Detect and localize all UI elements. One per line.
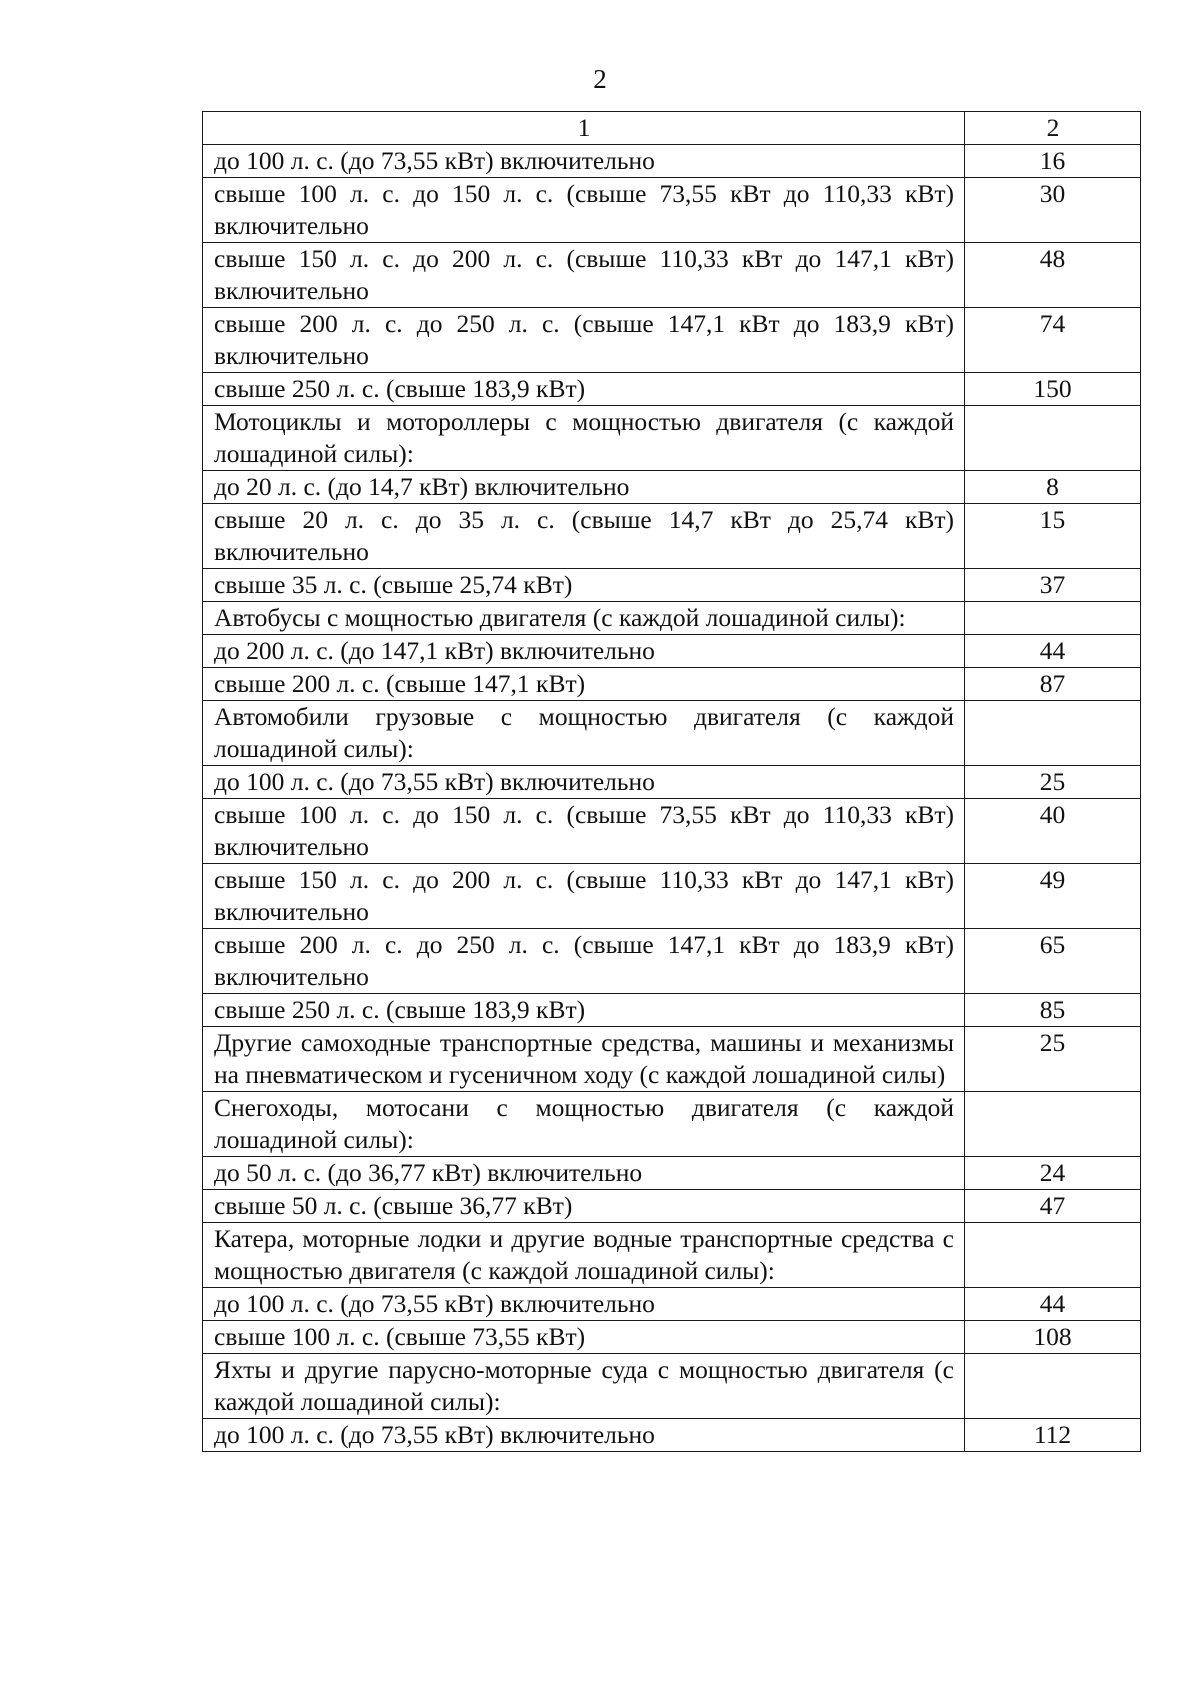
table-row [203,1321,1141,1354]
table-section-row [203,701,1141,766]
row-rate: 25 [965,1027,1141,1092]
table-row [203,178,1141,243]
row-rate: 8 [965,471,1141,504]
row-rate: 15 [965,504,1141,569]
row-rate: 44 [965,1288,1141,1321]
table-section-row [203,1354,1141,1419]
section-heading-yachts: Яхты и другие парусно-моторные суда с мощностью двигателя (с каждой лошадиной силы): [203,1354,965,1419]
section-heading-trucks: Автомобили грузовые с мощностью двигателя (с каждой лошадиной силы): [203,701,965,766]
row-rate: 25 [965,766,1141,799]
table-row [203,799,1141,864]
table-row [203,373,1141,406]
row-rate: 37 [965,569,1141,602]
row-description: свыше 100 л. с. до 150 л. с. (свыше 73,55 кВт до 110,33 кВт) включительно [203,178,965,243]
row-rate [965,1092,1141,1157]
row-rate: 65 [965,929,1141,994]
table-header-row [203,112,1141,145]
row-description: до 200 л. с. (до 147,1 кВт) включительно [203,635,965,668]
row-description: до 20 л. с. (до 14,7 кВт) включительно [203,471,965,504]
table-row [203,145,1141,178]
row-rate [965,1354,1141,1419]
row-rate: 150 [965,373,1141,406]
row-description: свыше 200 л. с. до 250 л. с. (свыше 147,1 кВт до 183,9 кВт) включительно [203,308,965,373]
table-row [203,929,1141,994]
table-row [203,471,1141,504]
row-rate: 112 [965,1419,1141,1452]
row-rate: 30 [965,178,1141,243]
row-rate: 47 [965,1190,1141,1223]
row-description: до 100 л. с. (до 73,55 кВт) включительно [203,766,965,799]
row-rate [965,602,1141,635]
row-description: свыше 250 л. с. (свыше 183,9 кВт) [203,373,965,406]
section-heading-motorcycles: Мотоциклы и мотороллеры с мощностью двигателя (с каждой лошадиной силы): [203,406,965,471]
section-heading-boats: Катера, моторные лодки и другие водные транспортные средства с мощностью двигателя (с каждой лошадиной силы): [203,1223,965,1288]
column-header-rate: 2 [965,112,1141,145]
row-rate [965,1223,1141,1288]
table-section-row [203,1223,1141,1288]
table-row [203,1157,1141,1190]
row-rate [965,701,1141,766]
table-row [203,766,1141,799]
row-description: до 100 л. с. (до 73,55 кВт) включительно [203,145,965,178]
table-section-row [203,602,1141,635]
row-description: свыше 150 л. с. до 200 л. с. (свыше 110,33 кВт до 147,1 кВт) включительно [203,243,965,308]
row-rate: 108 [965,1321,1141,1354]
table-row [203,243,1141,308]
row-description: свыше 50 л. с. (свыше 36,77 кВт) [203,1190,965,1223]
section-heading-buses: Автобусы с мощностью двигателя (с каждой лошадиной силы): [203,602,965,635]
row-description: до 100 л. с. (до 73,55 кВт) включительно [203,1288,965,1321]
table-row [203,1419,1141,1452]
row-description: свыше 150 л. с. до 200 л. с. (свыше 110,33 кВт до 147,1 кВт) включительно [203,864,965,929]
table-row [203,569,1141,602]
section-heading-snowmobiles: Снегоходы, мотосани с мощностью двигателя (с каждой лошадиной силы): [203,1092,965,1157]
row-description: свыше 200 л. с. до 250 л. с. (свыше 147,1 кВт до 183,9 кВт) включительно [203,929,965,994]
row-rate [965,406,1141,471]
tax-rate-table [202,111,1141,1452]
row-description: свыше 35 л. с. (свыше 25,74 кВт) [203,569,965,602]
row-rate: 48 [965,243,1141,308]
table-row [203,668,1141,701]
table-section-row [203,1092,1141,1157]
table-row [203,308,1141,373]
table-row [203,994,1141,1027]
row-rate: 16 [965,145,1141,178]
row-rate: 40 [965,799,1141,864]
column-header-description: 1 [203,112,965,145]
row-description: до 100 л. с. (до 73,55 кВт) включительно [203,1419,965,1452]
row-rate: 74 [965,308,1141,373]
table-row [203,864,1141,929]
row-description: свыше 250 л. с. (свыше 183,9 кВт) [203,994,965,1027]
page-number: 2 [593,64,607,94]
table-row [203,1288,1141,1321]
row-rate: 24 [965,1157,1141,1190]
row-rate: 85 [965,994,1141,1027]
row-rate: 49 [965,864,1141,929]
row-description: свыше 200 л. с. (свыше 147,1 кВт) [203,668,965,701]
table-row [203,635,1141,668]
table-section-row [203,406,1141,471]
table-row [203,1190,1141,1223]
row-description: свыше 100 л. с. (свыше 73,55 кВт) [203,1321,965,1354]
table-row [203,1027,1141,1092]
row-rate: 44 [965,635,1141,668]
table-row [203,504,1141,569]
row-description: Другие самоходные транспортные средства, машины и механизмы на пневматическом и гусеничном ходу (с каждой лошадиной силы) [203,1027,965,1092]
row-description: до 50 л. с. (до 36,77 кВт) включительно [203,1157,965,1190]
row-description: свыше 100 л. с. до 150 л. с. (свыше 73,55 кВт до 110,33 кВт) включительно [203,799,965,864]
row-rate: 87 [965,668,1141,701]
row-description: свыше 20 л. с. до 35 л. с. (свыше 14,7 кВт до 25,74 кВт) включительно [203,504,965,569]
